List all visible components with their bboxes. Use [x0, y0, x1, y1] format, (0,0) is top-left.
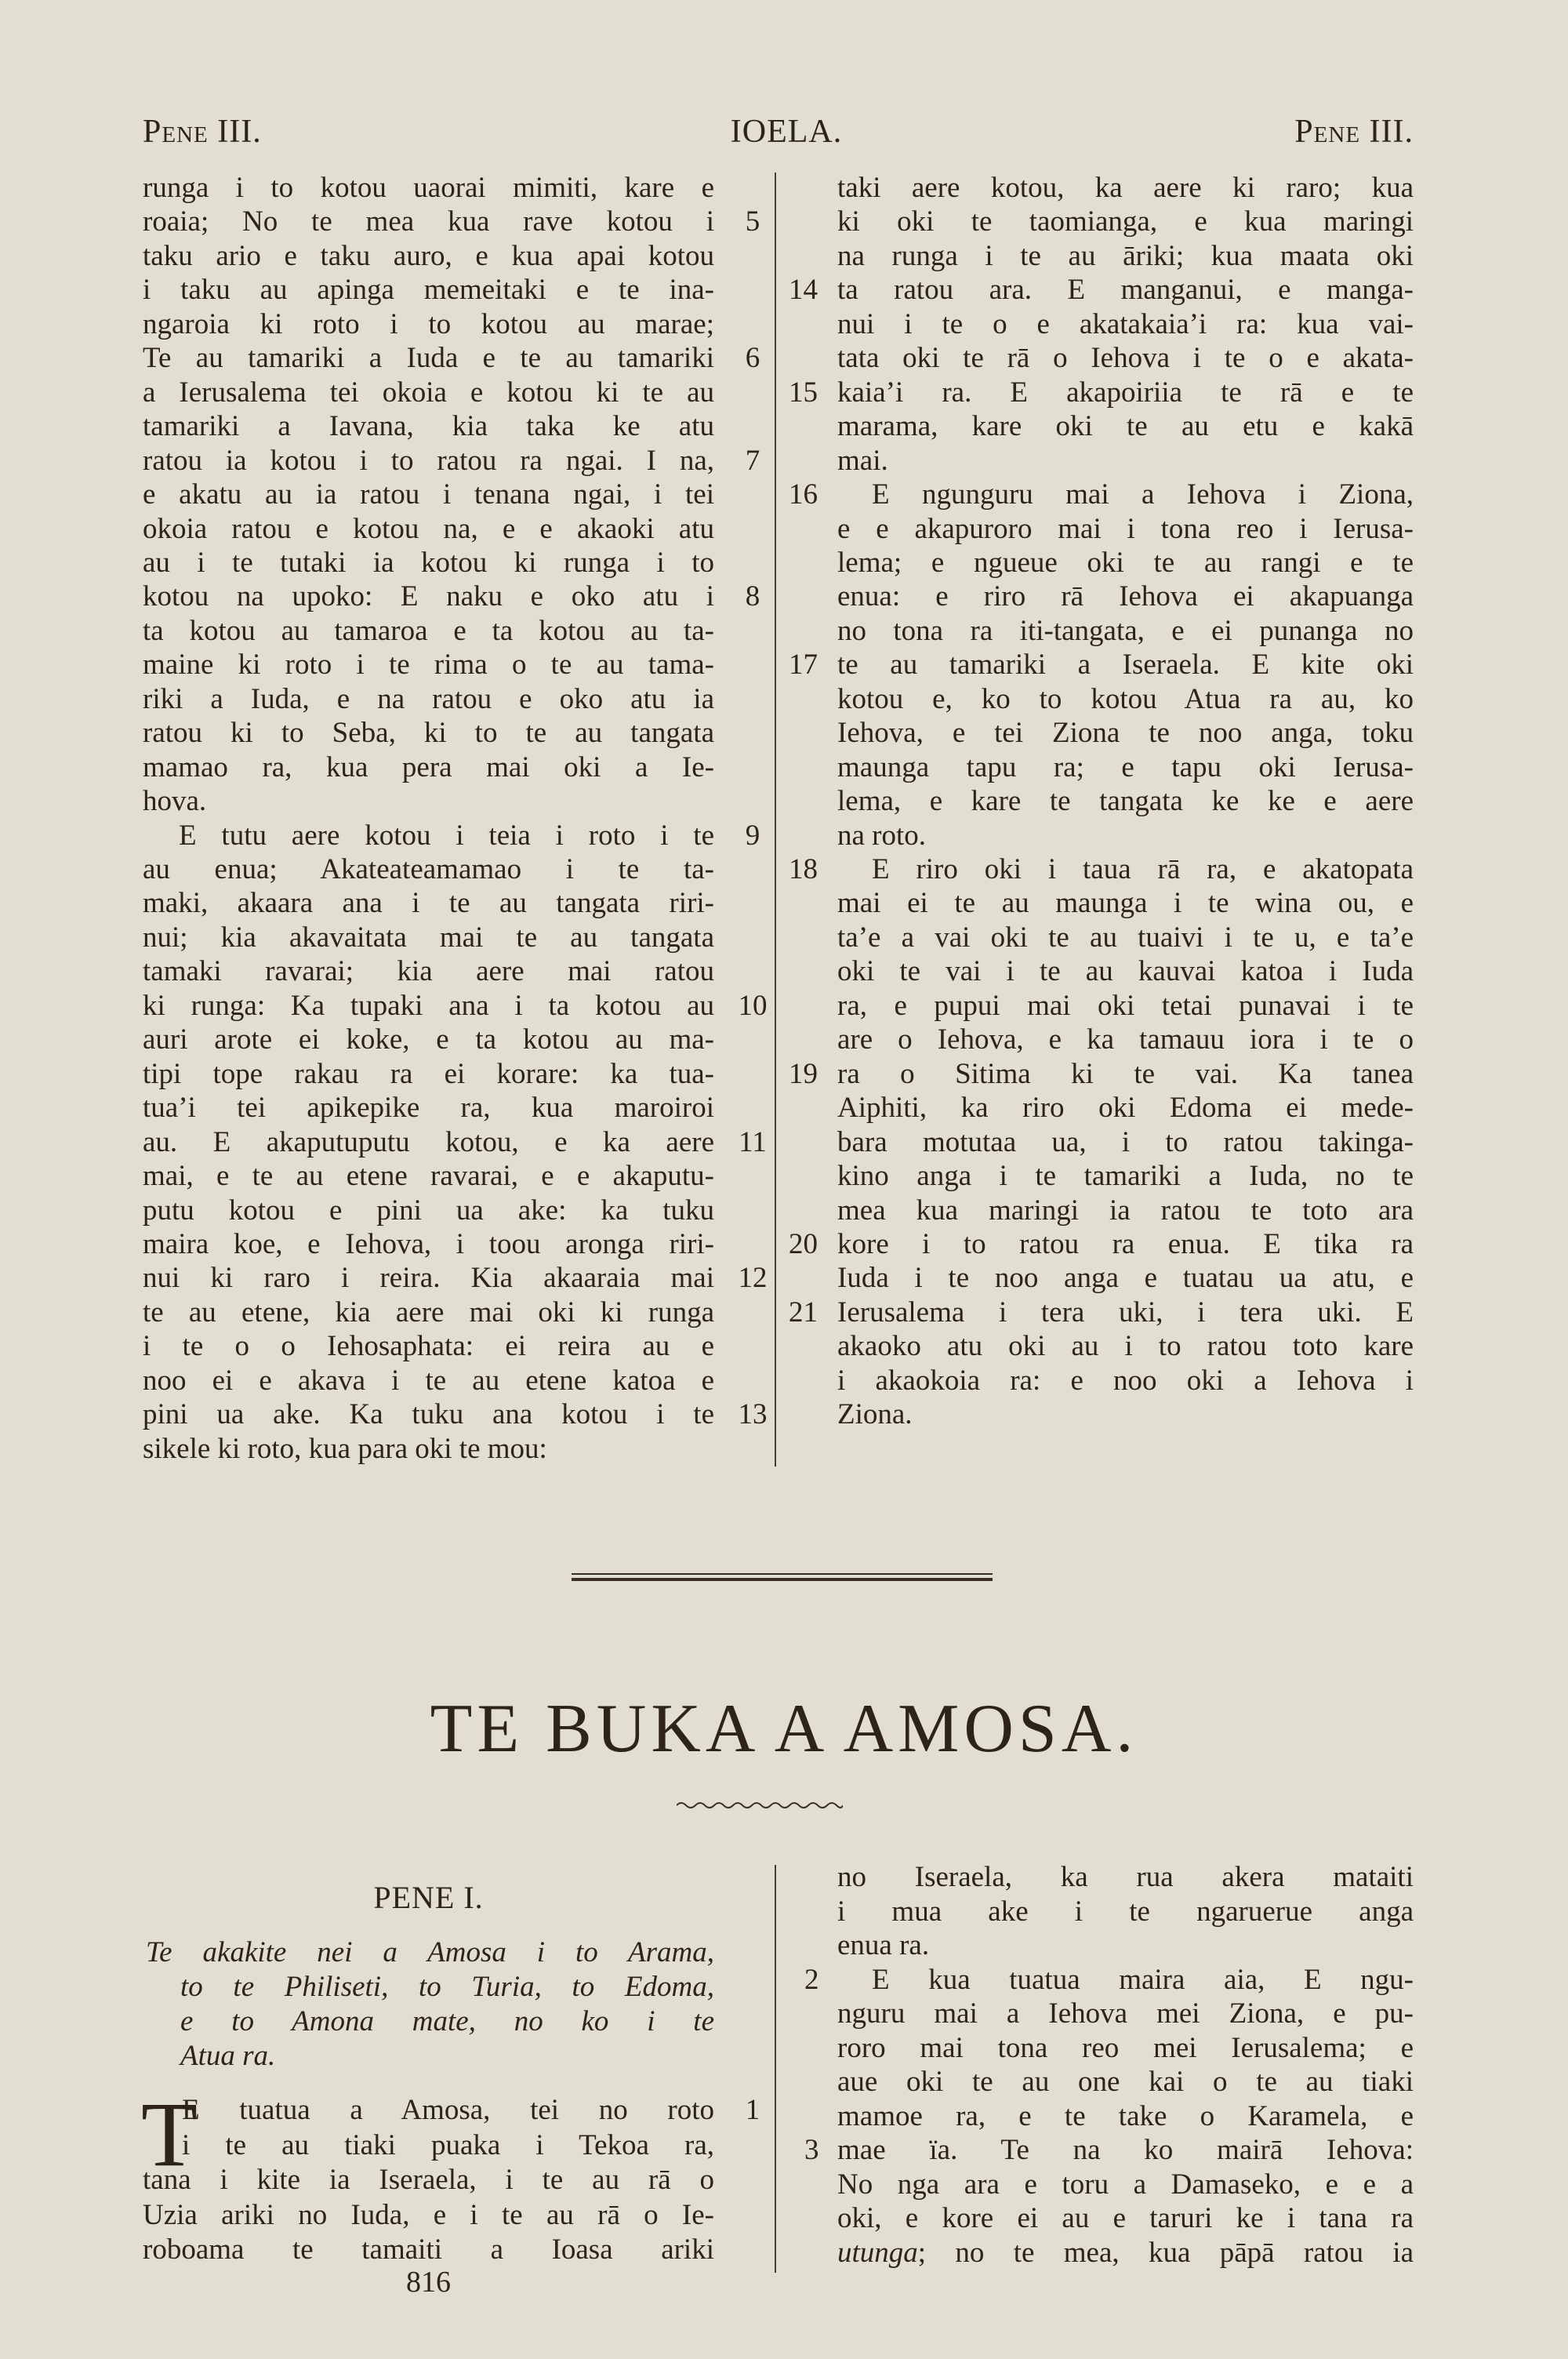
verse-number: 7: [745, 444, 760, 477]
verse-number: 9: [745, 819, 760, 852]
text-line: putu kotou e pini ua ake: ka tuku: [143, 1194, 714, 1227]
book-title: TE BUKA A AMOSA.: [430, 1691, 1138, 1767]
text-line: lema; e ngueue oki te au rangi e te: [837, 546, 1414, 579]
text-line: nui ki raro i reira. Kia akaaraia mai: [143, 1262, 714, 1295]
text-line: i te o o Iehosaphata: ei reira au e: [143, 1330, 714, 1363]
text-line: taki aere kotou, ka aere ki raro; kua: [837, 172, 1414, 204]
text-line: marama, kare oki te au etu e kakā: [837, 410, 1414, 443]
text-line: Uzia ariki no Iuda, e i te au rā o Ie-: [143, 2198, 714, 2231]
text-line: Ierusalema i tera uki, i tera uki. E: [837, 1296, 1414, 1329]
text-line: no tona ra iti-tangata, e ei punanga no: [837, 614, 1414, 647]
verse-number: 18: [789, 853, 818, 885]
section-rule-thick: [572, 1578, 993, 1581]
text-line: na roto.: [837, 819, 927, 852]
text-line: Te au tamariki a Iuda e te au tamariki: [143, 342, 714, 375]
text-line: tua’i tei apikepike ra, kua maroiroi: [143, 1092, 714, 1125]
chapter-heading: PENE I.: [373, 1880, 484, 1915]
text-line: E riro oki i taua rā ra, e akatopata: [872, 853, 1414, 885]
text-line: au. E akaputuputu kotou, e ka aere: [143, 1125, 714, 1158]
text-line: tana i kite ia Iseraela, i te au rā o: [143, 2164, 714, 2196]
text-line: maki, akaara ana i te au tangata riri-: [143, 887, 714, 920]
text-line: oki, e kore ei au e taruri ke i tana ra: [837, 2202, 1414, 2234]
text-line: ngaroia ki roto i to kotou au marae;: [143, 307, 714, 340]
text-line: bara motutaa ua, i to ratou takinga-: [837, 1125, 1414, 1158]
verse-number: 21: [789, 1296, 818, 1329]
text-line: E kua tuatua maira aia, E ngu-: [872, 1963, 1414, 1996]
text-line: auri arote ei koke, e ta kotou au ma-: [143, 1023, 714, 1056]
text-line: aue oki te au one kai o te au tiaki: [837, 2066, 1414, 2098]
text-line: e akatu au ia ratou i tenana ngai, i tei: [143, 478, 714, 511]
text-line: kore i to ratou ra enua. E tika ra: [837, 1227, 1414, 1260]
column-divider-bottom: [775, 1865, 776, 2273]
summary-line: e to Amona mate, no ko i te: [180, 2005, 714, 2037]
text-line: ratou ki to Seba, ki to te au tangata: [143, 717, 714, 750]
text-line: kino anga i te tamariki a Iuda, no te: [837, 1160, 1414, 1193]
text-line: maira koe, e Iehova, i toou aronga riri-: [143, 1227, 714, 1260]
text-line: maine ki roto i te rima o te au tama-: [143, 649, 714, 682]
text-line: nui i te o e akatakaia’i ra: kua vai-: [837, 307, 1414, 340]
text-line: a Ierusalema tei okoia e kotou ki te au: [143, 376, 714, 409]
text-line: mae ïa. Te na ko mairā Iehova:: [837, 2134, 1414, 2166]
text-line: mea kua maringi ia ratou te toto ara: [837, 1194, 1414, 1227]
running-header-right: Pene III.: [1294, 114, 1414, 150]
text-line: tata oki te rā o Iehova i te o e akata-: [837, 342, 1414, 375]
text-line: enua: e riro rā Iehova ei akapuanga: [837, 580, 1414, 613]
verse-number: 12: [738, 1262, 768, 1295]
text-line: tamaki ravarai; kia aere mai ratou: [143, 955, 714, 988]
text-line: tipi tope rakau ra ei korare: ka tua-: [143, 1057, 714, 1090]
text-line: ta kotou au tamaroa e ta kotou au ta-: [143, 614, 714, 647]
text-line: No nga ara e toru a Damaseko, e e a: [837, 2168, 1414, 2201]
text-line: no Iseraela, ka rua akera mataiti: [837, 1861, 1414, 1893]
text-line: i mua ake i te ngaruerue anga: [837, 1895, 1414, 1928]
text-line: mai ei te au maunga i te wina ou, e: [837, 887, 1414, 920]
text-line: okoia ratou e kotou na, e e akaoki atu: [143, 512, 714, 545]
text-line: E tutu aere kotou i teia i roto i te: [179, 819, 714, 852]
summary-line: Atua ra.: [180, 2040, 276, 2072]
text-line: hova.: [143, 785, 207, 818]
verse-number: 20: [789, 1227, 818, 1260]
verse-number: 1: [745, 2094, 760, 2126]
running-header-left: Pene III.: [143, 114, 262, 150]
text-line: E ngunguru mai a Iehova i Ziona,: [872, 478, 1414, 511]
italic-word: utunga: [837, 2236, 918, 2269]
text-line: nui; kia akavaitata mai te au tangata: [143, 921, 714, 954]
verse-number: 2: [804, 1963, 819, 1996]
verse-number: 16: [789, 478, 818, 511]
verse-number: 8: [745, 580, 760, 613]
text-line: E tuatua a Amosa, tei no roto: [182, 2094, 714, 2126]
text-line: ki runga: Ka tupaki ana i ta kotou au: [143, 989, 714, 1022]
text-line: Iehova, e tei Ziona te noo anga, toku: [837, 717, 1414, 750]
text-line: ratou ia kotou i to ratou ra ngai. I na,: [143, 444, 714, 477]
text-line: kotou e, ko to kotou Atua ra au, ko: [837, 682, 1414, 715]
text-line: roaia; No te mea kua rave kotou i: [143, 205, 714, 238]
summary-line: Te akakite nei a Amosa i to Arama,: [146, 1936, 714, 1968]
drop-cap: T: [141, 2083, 198, 2186]
summary-line: to te Philiseti, to Turia, to Edoma,: [180, 1971, 714, 2003]
text-line: utunga; no te mea, kua pāpā ratou ia: [837, 2236, 1414, 2269]
text-line: are o Iehova, e ka tamauu iora i te o: [837, 1023, 1414, 1056]
text-line: roro mai tona reo mei Ierusalema; e: [837, 2031, 1414, 2064]
running-header-title: IOELA.: [730, 114, 843, 150]
text-line: ki oki te taomianga, e kua maringi: [837, 205, 1414, 238]
verse-number: 11: [739, 1125, 767, 1158]
text-line: te au tamariki a Iseraela. E kite oki: [837, 649, 1414, 682]
text-line: mamao ra, kua pera mai oki a Ie-: [143, 751, 714, 783]
column-divider: [775, 173, 776, 1467]
verse-number: 17: [789, 649, 818, 682]
text-line: mamoe ra, e te take o Karamela, e: [837, 2099, 1414, 2132]
verse-number: 14: [789, 274, 818, 307]
text-line: tamariki a Iavana, kia taka ke atu: [143, 410, 714, 443]
verse-number: 13: [738, 1398, 768, 1431]
text-line: oki te vai i te au kauvai katoa i Iuda: [837, 955, 1414, 988]
text-line: runga i to kotou uaorai mimiti, kare e: [143, 172, 714, 204]
text-line: akaoko atu oki au i to ratou toto kare: [837, 1330, 1414, 1363]
text-line: nguru mai a Iehova mei Ziona, e pu-: [837, 1997, 1414, 2030]
text-line: Aiphiti, ka riro oki Edoma ei mede-: [837, 1092, 1414, 1125]
text-line: ta ratou ara. E manganui, e manga-: [837, 274, 1414, 307]
verse-number: 10: [738, 989, 768, 1022]
text-line: ra o Sitima ki te vai. Ka tanea: [837, 1057, 1414, 1090]
text-line: na runga i te au āriki; kua maata oki: [837, 239, 1414, 272]
text-line: sikele ki roto, kua para oki te mou:: [143, 1432, 547, 1465]
text-line: noo ei e akava i te au etene katoa e: [143, 1364, 714, 1397]
text-line: riki a Iuda, e na ratou e oko atu ia: [143, 682, 714, 715]
verse-number: 6: [745, 342, 760, 375]
text-line: maunga tapu ra; e tapu oki Ierusa-: [837, 751, 1414, 783]
text-line: mai.: [837, 444, 888, 477]
text-line: pini ua ake. Ka tuku ana kotou i te: [143, 1398, 714, 1431]
text-line: au enua; Akateateamamao i te ta-: [143, 853, 714, 885]
text-line: kaia’i ra. E akapoiriia te rā e te: [837, 376, 1414, 409]
text-line: au i te tutaki ia kotou ki runga i to: [143, 546, 714, 579]
text-line: Ziona.: [837, 1398, 913, 1431]
text-line: i te au tiaki puaka i Tekoa ra,: [182, 2128, 714, 2161]
verse-number: 3: [804, 2134, 819, 2166]
text-line: e e akapuroro mai i tona reo i Ierusa-: [837, 512, 1414, 545]
text-line: lema, e kare te tangata ke ke e aere: [837, 785, 1414, 818]
wavy-ornament-icon: [677, 1799, 843, 1812]
verse-number: 15: [789, 376, 818, 409]
verse-number: 5: [745, 205, 760, 238]
text-line: taku ario e taku auro, e kua apai kotou: [143, 239, 714, 272]
text-line: ta’e a vai oki te au tuaivi i te u, e ta’e: [837, 921, 1414, 954]
verse-number: 19: [789, 1057, 818, 1090]
text-line: enua ra.: [837, 1929, 930, 1961]
text-line: i taku au apinga memeitaki e te ina-: [143, 274, 714, 307]
text-line: kotou na upoko: E naku e oko atu i: [143, 580, 714, 613]
text-line: te au etene, kia aere mai oki ki runga: [143, 1296, 714, 1329]
text-line: ra, e pupui mai oki tetai punavai i te: [837, 989, 1414, 1022]
text-line: Iuda i te noo anga e tuatau ua atu, e: [837, 1262, 1414, 1295]
text-line: mai, e te au etene ravarai, e e akaputu-: [143, 1160, 714, 1193]
page-number: 816: [406, 2266, 451, 2299]
text-line: i akaokoia ra: e noo oki a Iehova i: [837, 1364, 1414, 1397]
text-line: roboama te tamaiti a Ioasa ariki: [143, 2234, 714, 2266]
section-rule-thin: [572, 1573, 993, 1575]
